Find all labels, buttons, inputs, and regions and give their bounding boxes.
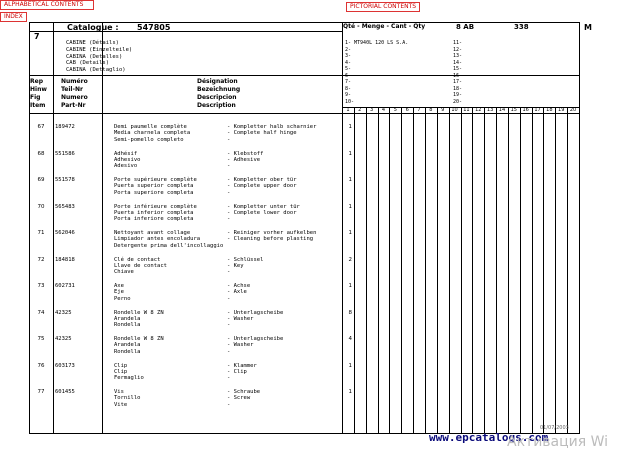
designation-line: - [227, 348, 231, 355]
grid-column-line [378, 107, 379, 433]
model-line: 2- [345, 46, 352, 53]
designation-line: Porta inferiore completa [114, 216, 194, 223]
designation-line: - Washer [227, 342, 254, 349]
frame-right [579, 23, 580, 433]
side-letter: M [584, 23, 592, 32]
grid-col-number: 13 [486, 107, 494, 113]
fig-number: 75 [37, 336, 45, 342]
designation-left [114, 124, 190, 143]
quantity: 1 [348, 177, 352, 183]
grid-column-line [461, 107, 462, 433]
part-number: 184818 [55, 256, 75, 263]
designation-line: - Kompletter halb scharnier [227, 124, 317, 130]
quantity: 1 [348, 230, 352, 236]
grid-col-number: 9 [441, 107, 445, 113]
model-line: 3- [345, 53, 352, 59]
designation-line: Puerta inferior completa [114, 209, 194, 216]
designation-line: - Schraube [227, 389, 261, 395]
quantity: 1 [348, 124, 352, 130]
fig-number: 68 [37, 150, 45, 157]
designation-line: - [227, 295, 231, 302]
model-line: 19- [453, 92, 463, 98]
quantity: 1 [348, 362, 352, 369]
cab-title-line: CABINE (Einzelteile) [66, 46, 133, 53]
part-number: 603173 [55, 362, 75, 369]
grid-col-number: 18 [546, 107, 553, 113]
grid-column-line [425, 107, 426, 433]
designation-line: Arandela [114, 315, 141, 322]
fig-number: 74 [37, 309, 45, 316]
grid-column-line [389, 107, 390, 433]
grid-col-number: 5 [393, 107, 397, 113]
part-number: 601455 [55, 389, 75, 395]
fig-number: 70 [37, 203, 45, 210]
designation-right [227, 204, 300, 223]
grid-col-number: 2 [358, 107, 362, 113]
designation-line: - Kompletter unter tür [227, 203, 300, 210]
cab-titles [66, 40, 132, 74]
grid-col-number: 15 [510, 107, 517, 113]
designation-left [114, 389, 141, 408]
fig-number: 73 [37, 283, 45, 289]
designation-line: - Cleaning before plasting [227, 236, 314, 243]
model-line: 4- [345, 59, 352, 66]
designation-left [114, 151, 141, 170]
part-number: 42325 [55, 309, 72, 316]
alphabetical-contents-link[interactable]: ALPHABETICAL CONTENTS [0, 0, 94, 10]
designation-line: Fermaglio [114, 375, 144, 382]
designation-line: - [227, 375, 231, 382]
quantity: 1 [348, 389, 352, 395]
cab-title-line: CABINA (Dettaglio) [66, 67, 126, 74]
designation-right [227, 336, 283, 355]
grid-column-line [567, 107, 568, 433]
cab-title-line: CAB (Details) [66, 60, 110, 67]
grid-col-number: 19 [558, 107, 565, 113]
model-line: 16- [453, 72, 463, 79]
grid-col-number: 17 [534, 107, 541, 113]
designation-line: Perno [114, 295, 131, 302]
quantity: 8 [348, 309, 352, 316]
col-rep-label: Item [30, 102, 46, 109]
designation-right [227, 177, 297, 196]
designation-line: Rondella [114, 348, 141, 355]
grid-col-number: 4 [381, 107, 386, 113]
designation-line: Porta superiore completa [114, 189, 194, 196]
grid-column-line [437, 107, 438, 433]
grid-column-line [543, 107, 544, 433]
grid-col-number: 12 [475, 107, 482, 113]
designation-line: - [227, 136, 231, 143]
designation-right [227, 283, 250, 302]
model-line: 14- [453, 59, 463, 66]
models-right [453, 40, 462, 105]
designation-right [227, 363, 257, 382]
model-line: 6- [345, 72, 352, 79]
model-line: 12- [453, 46, 463, 53]
model-line: 11- [453, 40, 463, 46]
quantity: 1 [348, 150, 352, 157]
grid-col-number: 11 [463, 107, 470, 113]
part-number: 189472 [55, 124, 75, 130]
col-header-designation [197, 78, 240, 110]
fig-number: 77 [37, 389, 45, 395]
fig-number: 72 [37, 256, 45, 263]
designation-line: Rondelle W 8 ZN [114, 309, 164, 316]
designation-left [114, 283, 131, 302]
designation-line: Tornillo [114, 395, 141, 402]
col-designation-label: Description [197, 102, 236, 109]
divider-rep-body [53, 113, 54, 433]
designation-line: Vite [114, 401, 128, 408]
col-header-rep [30, 78, 53, 110]
grid-column-line [508, 107, 509, 433]
col-designation-label: Descripcion [197, 94, 237, 101]
designation-line: Adhésif [114, 150, 138, 157]
designation-right [227, 151, 263, 170]
grid-col-number: 20 [569, 107, 577, 113]
divider-qty [342, 23, 343, 433]
date-code: 01/07/2003 [540, 425, 569, 431]
grid-column-line [413, 107, 414, 433]
designation-left [114, 363, 144, 382]
model-line: 8- [345, 85, 352, 92]
grid-column-line [484, 107, 485, 433]
index-link[interactable]: INDEX [0, 12, 27, 22]
designation-line: Rondelle W 8 ZN [114, 336, 164, 342]
grid-column-line [555, 107, 556, 433]
designation-line: - Axle [227, 289, 247, 296]
cab-title-line: CABINA (Detalles) [66, 53, 123, 60]
part-number: 562046 [55, 230, 75, 236]
fig-number: 69 [37, 177, 45, 183]
activation-overlay: Активация Wi [507, 434, 609, 450]
designation-line: Puerta superior completa [114, 183, 194, 190]
quantity: 1 [348, 203, 352, 210]
quantity: 4 [348, 336, 352, 342]
part-number: 565483 [55, 203, 75, 210]
col-rep-label: Hinw [30, 86, 47, 93]
designation-left [114, 177, 197, 196]
model-line: 13- [453, 53, 463, 59]
grid-column-line [472, 107, 473, 433]
header-divider [29, 75, 580, 76]
designation-line: Chiave [114, 269, 134, 276]
designation-line: Rondella [114, 322, 141, 329]
fig-number: 71 [37, 230, 45, 236]
sheet-number: 338 [514, 23, 529, 31]
designation-line: - Unterlagscheibe [227, 309, 284, 316]
designation-line: Eje [114, 289, 124, 296]
designation-line: - Unterlagscheibe [227, 336, 284, 342]
model-line: 9- [345, 92, 352, 98]
designation-line: - Adhesive [227, 156, 261, 163]
col-num-label: Teil-Nr [61, 86, 83, 93]
designation-line: Media charnela completa [114, 130, 191, 137]
designation-line: Vis [114, 389, 124, 395]
part-number: 602731 [55, 283, 75, 289]
designation-left [114, 310, 164, 329]
col-num-label: Part-Nr [61, 102, 86, 109]
designation-line: - [227, 269, 231, 276]
designation-line: Limpiador antes encoladura [114, 236, 201, 243]
grid-col-number: 7 [417, 107, 421, 113]
group-code: 8 AB [456, 23, 475, 31]
col-designation-label: Bezeichnung [197, 86, 241, 93]
part-number: 551578 [55, 177, 75, 183]
designation-line: - Achse [227, 283, 251, 289]
grid-column-line [401, 107, 402, 433]
designation-line: Adhesivo [114, 156, 141, 163]
designation-line: Demi paumelle complète [114, 124, 187, 130]
designation-line: Adesivo [114, 163, 138, 170]
designation-line: Porte supérieure complète [114, 177, 197, 183]
designation-line: Detergente prima dell'incollaggio [114, 242, 224, 249]
designation-line: - Clip [227, 368, 247, 375]
grid-column-line [366, 107, 367, 433]
fig-number: 76 [37, 362, 45, 369]
designation-line: Axe [114, 283, 124, 289]
divider-part [102, 23, 103, 433]
designation-line: Porte inférieure complète [114, 203, 197, 210]
designation-line: - Klebstoff [227, 150, 264, 157]
designation-right [227, 230, 316, 243]
grid-col-number: 1 [346, 107, 350, 113]
designation-left [114, 257, 167, 276]
model-line: 10- [345, 98, 355, 105]
designation-line: - Schlüssel [227, 256, 264, 263]
designation-line: Arandela [114, 342, 141, 349]
grid-column-line [496, 107, 497, 433]
designation-line: - Klammer [227, 362, 257, 369]
col-rep-label: Rep [30, 78, 43, 85]
catalogue-label: Catalogue : [67, 23, 119, 32]
quantity: 1 [348, 283, 352, 289]
designation-line: - [227, 322, 231, 329]
grid-column-line [532, 107, 533, 433]
designation-line: - Complete upper door [227, 183, 297, 190]
catalogue-number: 547805 [137, 23, 171, 32]
designation-line: Clip [114, 362, 128, 369]
watermark-url[interactable]: www.epcatalogs.com [429, 431, 549, 444]
designation-line: - Complete half hinge [227, 130, 297, 137]
model-line: 20- [453, 98, 463, 105]
model-line: 15- [453, 66, 463, 72]
designation-right [227, 124, 316, 143]
grid-col-number: 6 [405, 107, 409, 113]
models-left [345, 40, 408, 105]
designation-line: - Complete lower door [227, 209, 297, 216]
col-num-label: Numéro [61, 78, 88, 85]
designation-left [114, 230, 223, 249]
model-line: 5- [345, 66, 352, 72]
col-header-number [61, 78, 88, 110]
designation-line: Clip [114, 368, 128, 375]
grid-col-number: 10 [451, 107, 458, 113]
designation-line: - Screw [227, 395, 251, 402]
designation-line: - Key [227, 262, 244, 269]
page-number: 7 [34, 32, 40, 41]
parts-sheet [29, 22, 592, 434]
designation-line: Nettoyant avant collage [114, 230, 191, 236]
grid-column-line [449, 107, 450, 433]
designation-line: - Reiniger vorher aufkelben [227, 230, 317, 236]
col-num-label: Numero [61, 94, 88, 101]
designation-left [114, 336, 164, 355]
designation-line: - Washer [227, 315, 254, 322]
designation-left [114, 204, 197, 223]
grid-col-number: 16 [522, 107, 529, 113]
designation-line: - [227, 216, 231, 223]
qty-header: Qté - Menge - Cant - Qty [343, 23, 426, 30]
grid-col-number: 3 [370, 107, 374, 113]
part-number: 551586 [55, 150, 75, 157]
model-line: 18- [453, 85, 463, 92]
cab-title-line: CABINE (Détails) [66, 40, 119, 46]
fig-number: 67 [37, 124, 45, 130]
pictorial-contents-link[interactable]: PICTORIAL CONTENTS [346, 2, 420, 12]
model-line: 17- [453, 79, 463, 85]
model-line: 7- [345, 79, 352, 85]
designation-line: Llave de contact [114, 262, 167, 269]
designation-line: - [227, 401, 231, 408]
col-rep-label: Fig [30, 94, 41, 101]
divider-rep [53, 23, 54, 113]
designation-right [227, 310, 283, 329]
part-number: 42325 [55, 336, 72, 342]
designation-right [227, 257, 263, 276]
grid-column-line [354, 107, 355, 433]
designation-line: Semi-pomello completo [114, 136, 184, 143]
designation-line: - [227, 189, 231, 196]
designation-line: - Kompletter ober tür [227, 177, 297, 183]
designation-right [227, 389, 260, 408]
quantity: 2 [348, 256, 352, 263]
grid-col-number: 14 [498, 107, 506, 113]
grid-col-number: 8 [429, 107, 433, 113]
model-line: 1- MT940L 120 LS S.A. [345, 40, 409, 46]
col-designation-label: Désignation [197, 78, 238, 85]
designation-line: Clé de contact [114, 256, 161, 263]
grid-column-line [520, 107, 521, 433]
designation-line: - [227, 163, 231, 170]
